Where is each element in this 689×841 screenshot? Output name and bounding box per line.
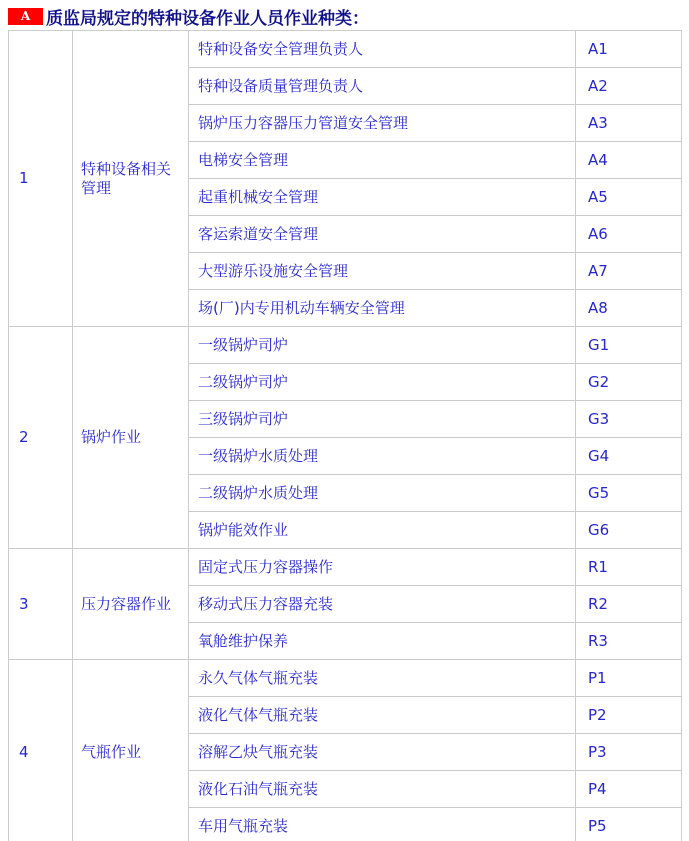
job-name-cell: 溶解乙炔气瓶充装 [189, 734, 576, 771]
job-category-table-body [9, 31, 682, 841]
job-name-cell: 氧舱维护保养 [189, 623, 576, 660]
job-code-cell: A3 [576, 105, 682, 142]
job-code-cell: A5 [576, 179, 682, 216]
job-code-cell: P1 [576, 660, 682, 697]
job-name-cell: 移动式压力容器充装 [189, 586, 576, 623]
group-number-cell: 1 [9, 31, 73, 327]
job-code-cell: A7 [576, 253, 682, 290]
job-code-cell: G6 [576, 512, 682, 549]
table-row [9, 31, 682, 68]
job-name-cell: 客运索道安全管理 [189, 216, 576, 253]
job-name-cell: 二级锅炉司炉 [189, 364, 576, 401]
job-name-cell: 车用气瓶充装 [189, 808, 576, 841]
job-name-cell: 永久气体气瓶充装 [189, 660, 576, 697]
job-code-cell: P3 [576, 734, 682, 771]
job-name-cell: 锅炉能效作业 [189, 512, 576, 549]
job-code-cell: G4 [576, 438, 682, 475]
job-name-cell: 起重机械安全管理 [189, 179, 576, 216]
job-code-cell: P4 [576, 771, 682, 808]
table-row [9, 660, 682, 697]
job-code-cell: P5 [576, 808, 682, 841]
job-name-cell: 一级锅炉司炉 [189, 327, 576, 364]
job-name-cell: 一级锅炉水质处理 [189, 438, 576, 475]
group-number-cell: 3 [9, 549, 73, 660]
job-code-cell: A1 [576, 31, 682, 68]
job-name-cell: 锅炉压力容器压力管道安全管理 [189, 105, 576, 142]
job-code-cell: A8 [576, 290, 682, 327]
job-name-cell: 特种设备质量管理负责人 [189, 68, 576, 105]
job-category-table [8, 30, 682, 841]
job-code-cell: R2 [576, 586, 682, 623]
job-name-cell: 固定式压力容器操作 [189, 549, 576, 586]
job-code-cell: A2 [576, 68, 682, 105]
job-code-cell: R1 [576, 549, 682, 586]
group-category-cell: 压力容器作业 [73, 549, 189, 660]
job-code-cell: P2 [576, 697, 682, 734]
group-number-cell: 2 [9, 327, 73, 549]
group-category-cell: 特种设备相关管理 [73, 31, 189, 327]
job-name-cell: 电梯安全管理 [189, 142, 576, 179]
doc-header [8, 7, 689, 29]
table-row [9, 327, 682, 364]
job-name-cell: 液化石油气瓶充装 [189, 771, 576, 808]
table-row [9, 549, 682, 586]
job-code-cell: R3 [576, 623, 682, 660]
job-code-cell: G1 [576, 327, 682, 364]
section-badge: A [8, 8, 43, 25]
group-number-cell: 4 [9, 660, 73, 841]
job-code-cell: G5 [576, 475, 682, 512]
job-name-cell: 特种设备安全管理负责人 [189, 31, 576, 68]
job-name-cell: 液化气体气瓶充装 [189, 697, 576, 734]
job-code-cell: A6 [576, 216, 682, 253]
job-code-cell: G3 [576, 401, 682, 438]
job-name-cell: 三级锅炉司炉 [189, 401, 576, 438]
job-name-cell: 二级锅炉水质处理 [189, 475, 576, 512]
page-title: 质监局规定的特种设备作业人员作业种类： [46, 8, 369, 29]
job-name-cell: 大型游乐设施安全管理 [189, 253, 576, 290]
job-name-cell: 场(厂)内专用机动车辆安全管理 [189, 290, 576, 327]
group-category-cell: 锅炉作业 [73, 327, 189, 549]
job-code-cell: A4 [576, 142, 682, 179]
group-category-cell: 气瓶作业 [73, 660, 189, 841]
job-code-cell: G2 [576, 364, 682, 401]
